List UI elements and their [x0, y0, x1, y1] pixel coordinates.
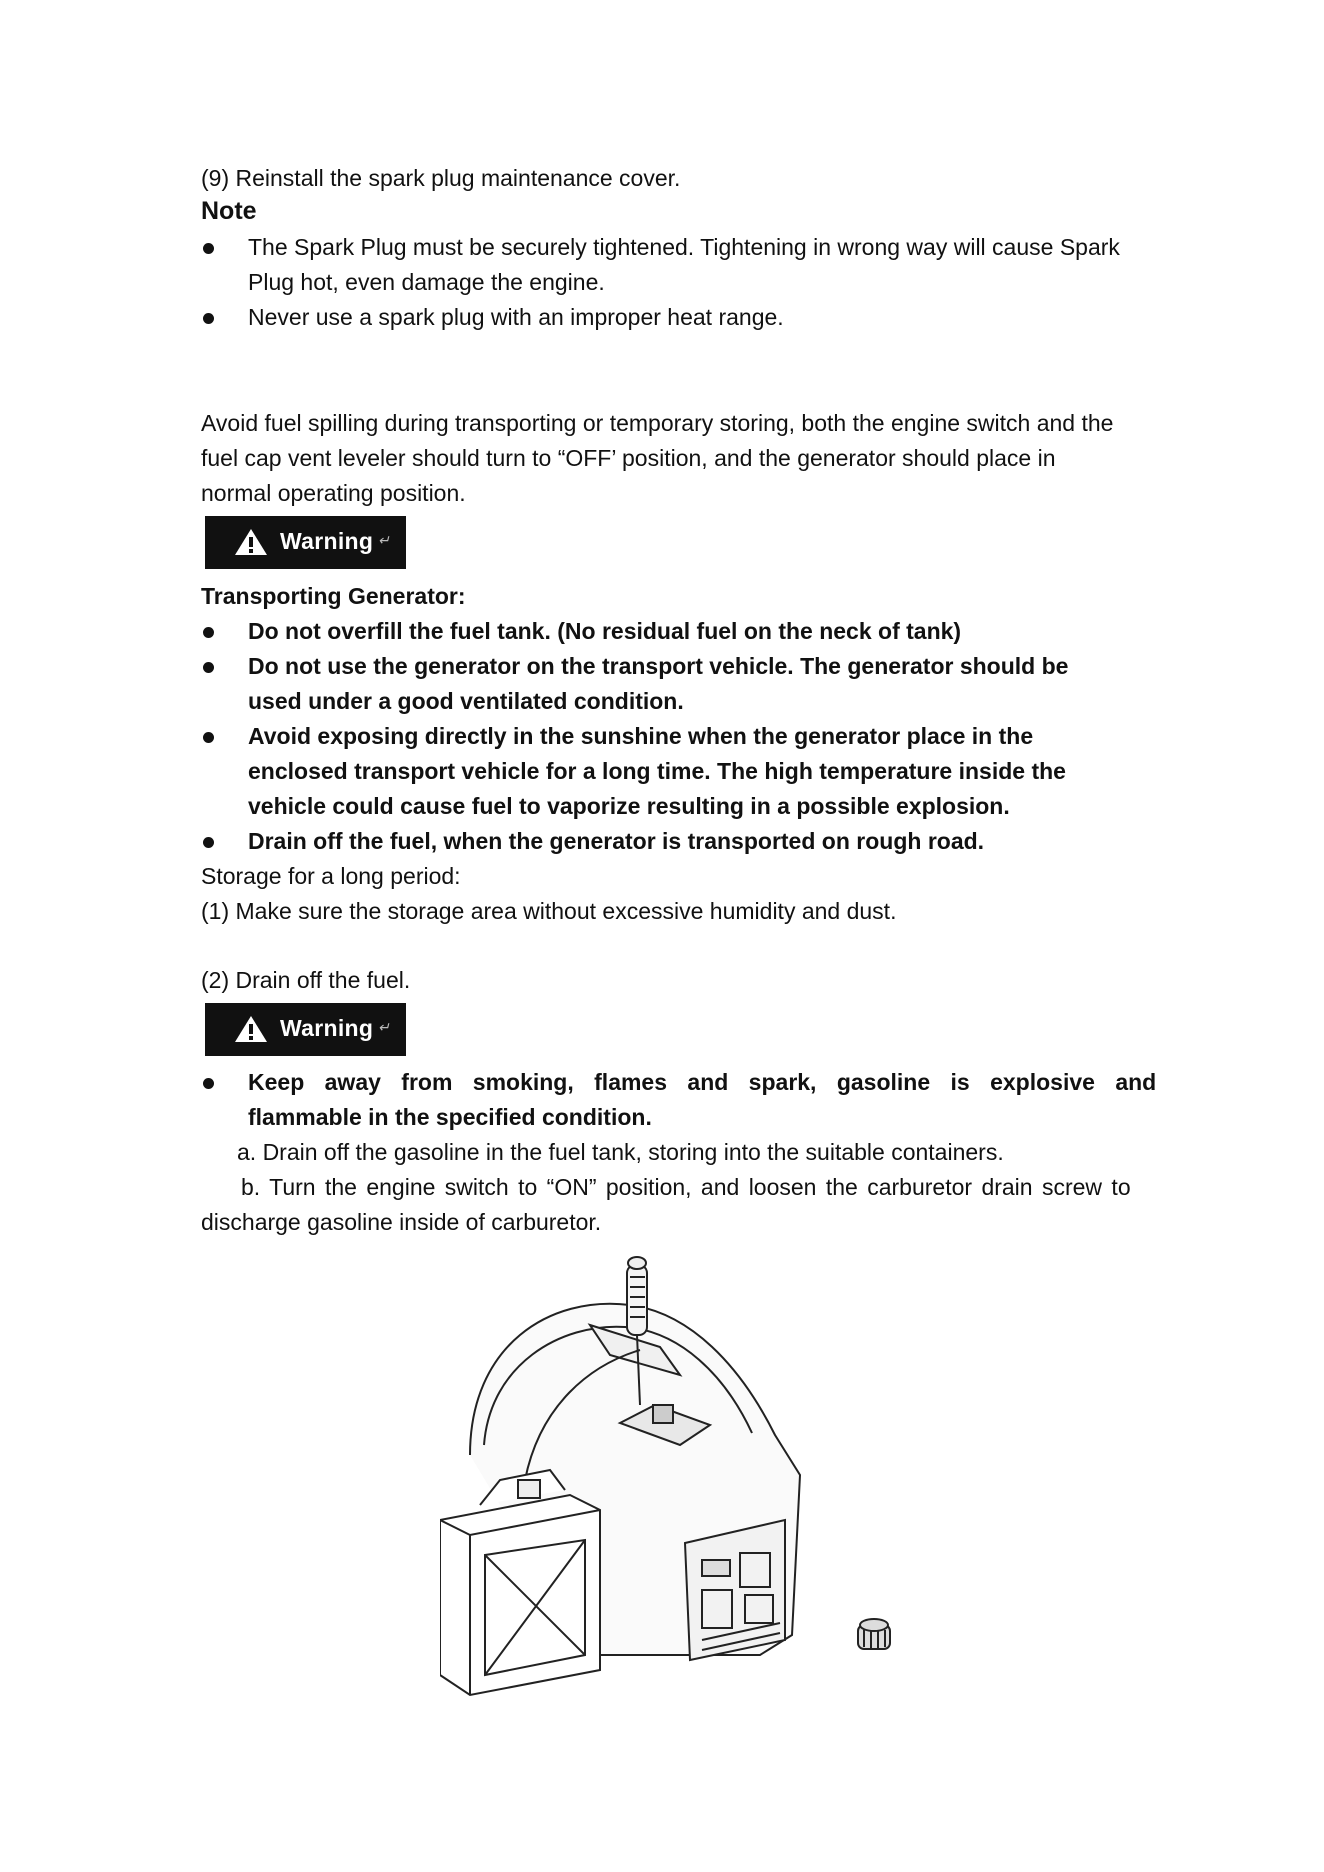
transport-item-3-line-1: Avoid exposing directly in the sunshine when the generator place in the: [248, 723, 1034, 749]
intro-line-1: Avoid fuel spilling during transporting or temporary storing, both the engine switch and the: [201, 410, 1114, 436]
storage-step-1: (1) Make sure the storage area without excessive humidity and dust.: [201, 898, 897, 924]
note-item-1-line-1: The Spark Plug must be securely tightened. Tightening in wrong way will cause Spark: [248, 234, 1120, 260]
warning-badge: [205, 516, 406, 569]
transport-item-2-line-1: Do not use the generator on the transport vehicle. The generator should be: [248, 653, 1069, 679]
intro-line-2: fuel cap vent leveler should turn to “OFF’ position, and the generator should place in: [201, 445, 1056, 471]
transport-item-2-line-2: used under a good ventilated condition.: [248, 688, 684, 714]
generator-drain-illustration: [440, 1255, 920, 1735]
sub-step-a: a. Drain off the gasoline in the fuel tank, storing into the suitable containers.: [237, 1139, 1004, 1165]
bullet-icon: [203, 243, 214, 254]
sub-step-b-line-1: b. Turn the engine switch to “ON” position, and loosen the carburetor drain screw to: [241, 1174, 1131, 1200]
bullet-icon: [203, 732, 214, 743]
return-mark-icon: ↵: [378, 532, 390, 548]
bullet-icon: [203, 313, 214, 324]
storage-heading: Storage for a long period:: [201, 863, 461, 889]
storage-step-2: (2) Drain off the fuel.: [201, 967, 411, 993]
warning-triangle-icon: [234, 1015, 268, 1043]
bullet-icon: [203, 662, 214, 673]
return-mark-icon: ↵: [378, 1019, 390, 1035]
bullet-icon: [203, 1078, 214, 1089]
intro-line-3: normal operating position.: [201, 480, 466, 506]
transport-item-4: Drain off the fuel, when the generator is transported on rough road.: [248, 828, 985, 854]
note-heading: Note: [201, 197, 257, 225]
warning-triangle-icon: [234, 528, 268, 556]
note-item-1-line-2: Plug hot, even damage the engine.: [248, 269, 605, 295]
sub-step-b-line-2: discharge gasoline inside of carburetor.: [201, 1209, 602, 1235]
note-item-2: Never use a spark plug with an improper heat range.: [248, 304, 784, 330]
warning-2-line-1: Keep away from smoking, flames and spark, gasoline is explosive and: [248, 1069, 1157, 1095]
warning-2-line-2: flammable in the specified condition.: [248, 1104, 652, 1130]
step-9-text: (9) Reinstall the spark plug maintenance cover.: [201, 165, 681, 191]
transport-heading: Transporting Generator:: [201, 583, 466, 609]
warning-label: Warning: [280, 1015, 374, 1041]
bullet-icon: [203, 627, 214, 638]
warning-label: Warning: [280, 528, 374, 554]
transport-item-1: Do not overfill the fuel tank. (No residual fuel on the neck of tank): [248, 618, 962, 644]
transport-item-3-line-2: enclosed transport vehicle for a long time. The high temperature inside the: [248, 758, 1066, 784]
warning-badge-2: [205, 1003, 406, 1056]
bullet-icon: [203, 837, 214, 848]
transport-item-3-line-3: vehicle could cause fuel to vaporize resulting in a possible explosion.: [248, 793, 1010, 819]
